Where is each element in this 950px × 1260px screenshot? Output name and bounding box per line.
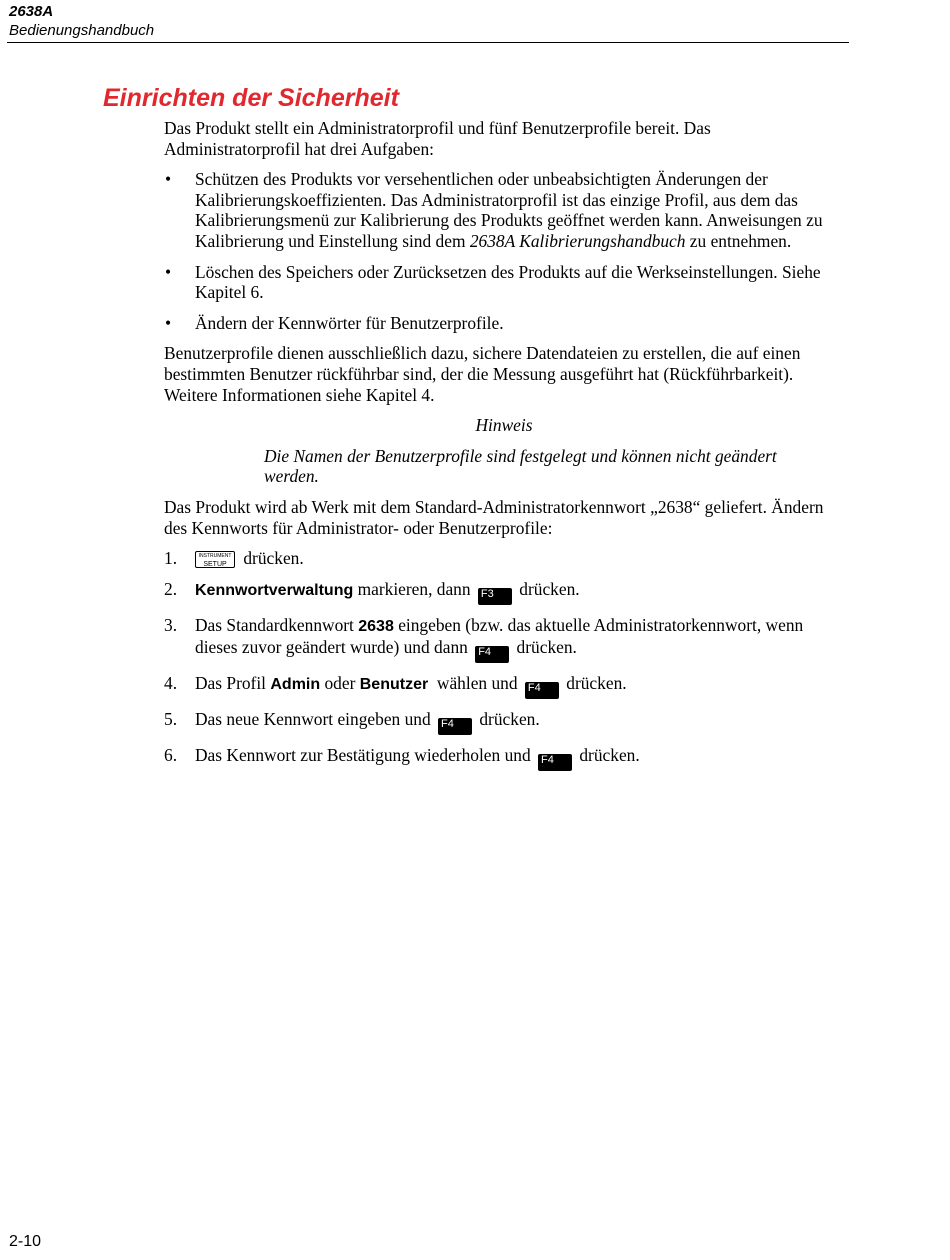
step-number: 2. [164, 578, 178, 599]
step-number: 3. [164, 614, 178, 635]
profiles-paragraph: Benutzerprofile dienen ausschließlich dazu, sichere Datendateien zu erstellen, die auf einen bestimmten Benutzer rückführbar sind, der die Messung ausgeführt hat (Rückführbarkeit). Weitere Informationen siehe Kapitel 4. [164, 343, 801, 405]
step-text-middle: oder [320, 673, 360, 694]
menu-item-name: Kennwortverwaltung [195, 581, 354, 599]
step-item [164, 615, 844, 664]
manual-reference: 2638A Kalibrierungshandbuch [469, 230, 686, 251]
f4-key-icon: F4 [538, 754, 572, 771]
step-item [164, 579, 844, 605]
step-text-middle2: wählen und [428, 673, 522, 694]
section-title: Einrichten der Sicherheit [103, 84, 399, 112]
bullet-dot: • [165, 169, 172, 190]
step-text: Das Kennwort zur Bestätigung wiederholen und [195, 745, 536, 766]
step-text-after: drücken. [514, 578, 580, 599]
bullet-item [164, 262, 844, 303]
bullet-text-after: zu entnehmen. [685, 230, 792, 251]
profile-admin: Admin [270, 676, 321, 694]
step-text: Das Standardkennwort [195, 614, 359, 635]
header-subtitle: Bedienungshandbuch [9, 22, 155, 39]
bullet-text: Löschen des Speichers oder Zurücksetzen des Produkts auf die Werkseinstellungen. Siehe Kapitel 6. [195, 261, 821, 303]
bullet-item [164, 169, 844, 251]
step-number: 5. [164, 709, 178, 730]
section-body [164, 118, 844, 781]
step-item [164, 673, 844, 699]
step-text-after: drücken. [561, 673, 627, 694]
bullet-dot: • [165, 312, 172, 333]
instrument-setup-key-icon: INSTRUMENT SETUP [195, 551, 235, 568]
bullet-item [164, 313, 844, 334]
bullet-dot: • [165, 261, 172, 282]
header-model: 2638A [9, 3, 54, 20]
note-text: Die Namen der Benutzerprofile sind festgelegt und können nicht geändert werden. [264, 445, 777, 487]
step-text: drücken. [239, 548, 304, 569]
note-heading: Hinweis [475, 415, 533, 436]
intro-paragraph: Das Produkt stellt ein Administratorprofil und fünf Benutzerprofile bereit. Das Administratorprofil hat drei Aufgaben: [164, 118, 711, 159]
bullet-text: Schützen des Produkts vor versehentlichen oder unbeabsichtigten Änderungen der Kalibrierungskoeffizienten. Das Administratorprofil ist das einzige Profil, aus dem das Kalibrierungsmenü zur Kalibrierung des Produkts geöffnet werden kann. Anweisungen zu Kalibrierung und Einstellung sind dem [195, 169, 823, 251]
header-rule [7, 42, 849, 43]
default-password-paragraph: Das Produkt wird ab Werk mit dem Standard-Administratorkennwort „2638“ geliefert. Ändern des Kennworts für Administrator- oder Benutzerprofile: [164, 496, 824, 538]
bullet-text: Ändern der Kennwörter für Benutzerprofile. [195, 312, 504, 333]
step-item [164, 548, 844, 569]
step-text-middle: eingeben (bzw. das aktuelle Administratorkennwort, wenn dieses zuvor geändert wurde) und dann [195, 614, 804, 658]
f3-key-icon: F3 [478, 588, 512, 605]
step-number: 4. [164, 673, 178, 694]
step-item [164, 745, 844, 771]
step-text-after: drücken. [475, 709, 540, 730]
step-number: 6. [164, 745, 178, 766]
step-text-after: drücken. [512, 637, 577, 658]
f4-key-icon: F4 [475, 646, 509, 663]
profile-benutzer: Benutzer [359, 676, 429, 694]
page-number: 2-10 [9, 1233, 42, 1250]
default-password-value: 2638 [358, 617, 394, 635]
step-text: markieren, dann [353, 578, 475, 599]
step-text-after: drücken. [575, 745, 640, 766]
step-text: Das Profil [195, 673, 271, 694]
f4-key-icon: F4 [525, 682, 559, 699]
f4-key-icon: F4 [438, 718, 472, 735]
step-item [164, 709, 844, 735]
step-text: Das neue Kennwort eingeben und [195, 709, 436, 730]
step-number: 1. [164, 548, 178, 569]
